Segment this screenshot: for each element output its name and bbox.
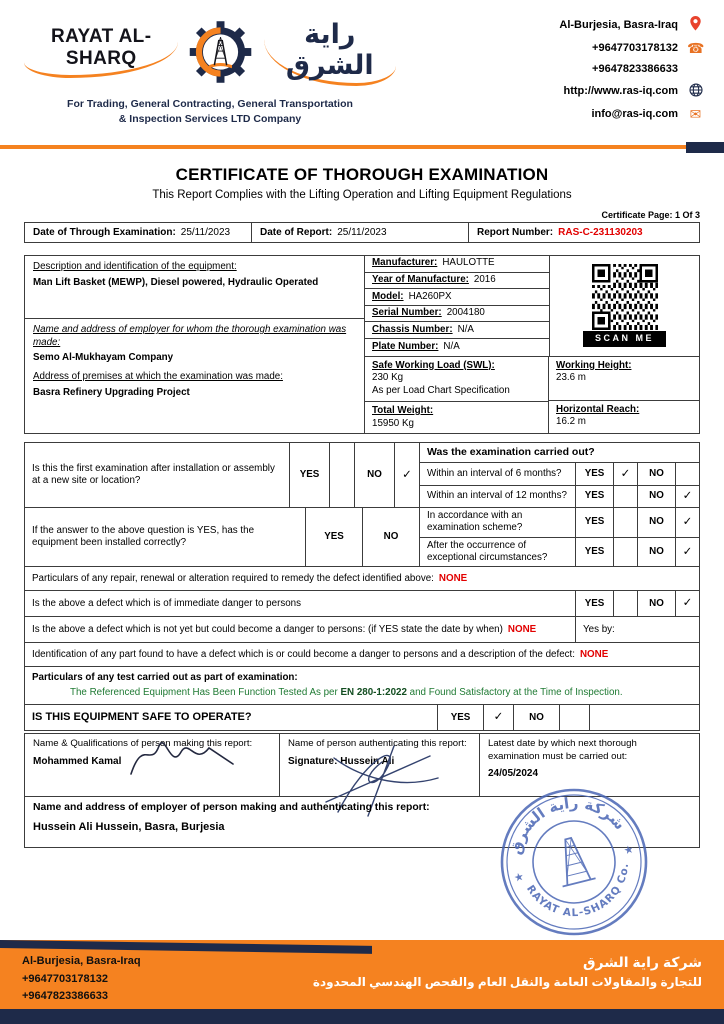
manufacturer-label: Manufacturer: — [372, 257, 438, 269]
chassis-label: Chassis Number: — [372, 323, 453, 335]
carried-out-header: Was the examination carried out? — [420, 443, 699, 463]
identification-row — [25, 642, 699, 666]
chassis-value: N/A — [457, 323, 474, 335]
tagline-line-2: & Inspection Services LTD Company — [118, 112, 302, 125]
test-particulars-row — [25, 666, 699, 704]
exceptional-label: After the occurrence of exceptional circumstances? — [427, 539, 548, 563]
footer-phone-2: +9647823386633 — [22, 990, 108, 1003]
immediate-yes-label: YES — [575, 591, 613, 616]
horizontal-reach-cell — [549, 401, 699, 434]
footer-phone-1: +9647703178132 — [22, 972, 108, 985]
globe-icon — [687, 83, 704, 99]
load-dimensions-grid — [365, 357, 699, 434]
phone-icon: ☎ — [687, 40, 705, 56]
phone-1-text: +9647703178132 — [592, 42, 678, 54]
qr-caption: SCAN ME — [583, 331, 666, 347]
repairs-value: NONE — [438, 572, 468, 584]
employer-value: Semo Al-Mukhayam Company — [33, 352, 174, 364]
test-particulars-cell — [25, 667, 699, 704]
serial-value: 2004180 — [446, 307, 485, 319]
serial-row — [365, 306, 549, 323]
employer-signoff-value: Hussein Ali Hussein, Basra, Burjesia — [33, 820, 225, 833]
immediate-danger-label — [25, 591, 575, 616]
working-height-label: Working Height: — [556, 359, 632, 371]
safe-to-operate-row — [25, 704, 699, 730]
first-examination-question — [25, 443, 289, 507]
exceptional-yes-tick — [613, 538, 637, 566]
immediate-danger-text: Is the above a defect which is of immediate danger to persons — [32, 597, 302, 609]
carried-out-block — [419, 443, 699, 507]
next-examination-label: Latest date by which next thorough examination must be carried out: — [488, 738, 637, 762]
immediate-no-tick: ✓ — [675, 591, 699, 616]
immediate-no-label: NO — [637, 591, 675, 616]
swl-cell — [365, 357, 548, 402]
first-examination-question-text: Is this the first examination after installation or assembly at a new site or location? — [32, 463, 275, 487]
equipment-details-grid — [365, 256, 699, 357]
scheme-no-tick: ✓ — [675, 508, 699, 536]
tagline-line-1: For Trading, General Contracting, General Transportation — [67, 98, 353, 110]
year-label: Year of Manufacture: — [372, 274, 469, 286]
equipment-right-column — [365, 256, 699, 433]
plate-value: N/A — [443, 340, 460, 352]
exam-date-label: Date of Through Examination: — [33, 227, 176, 238]
first-exam-no-label: NO — [354, 443, 394, 507]
report-date-label: Date of Report: — [260, 227, 333, 238]
identification-cell — [25, 643, 699, 666]
certificate-page-number: Certificate Page: 1 Of 3 — [601, 210, 700, 220]
repairs-row — [25, 566, 699, 590]
stamp-english-name: RAYAT AL-SHARQ Co. — [524, 862, 632, 920]
repairs-cell — [25, 567, 699, 590]
year-row — [365, 273, 549, 290]
safe-no-label: NO — [513, 705, 559, 730]
gear-derrick-logo-icon — [188, 16, 253, 88]
authenticator-name-line — [288, 755, 471, 768]
immediate-danger-row — [25, 590, 699, 616]
model-value: HA260PX — [408, 290, 452, 302]
examination-table — [24, 442, 700, 731]
contact-address — [559, 16, 704, 33]
divider-navy-block — [686, 142, 724, 153]
footer-company-arabic: شركة راية الشرق — [582, 954, 702, 970]
company-logo — [24, 10, 396, 140]
interval-12-row — [420, 486, 699, 507]
total-weight-label: Total Weight: — [372, 404, 434, 416]
scheme-yes-label: YES — [575, 508, 613, 536]
plate-label: Plate Number: — [372, 340, 439, 352]
certificate-subtitle: This Report Complies with the Lifting Operation and Lifting Equipment Regulations — [152, 189, 572, 201]
next-examination-date: 24/05/2024 — [488, 768, 539, 780]
safe-to-operate-label — [25, 705, 437, 730]
phone-2-text: +9647823386633 — [592, 63, 678, 75]
interval-6-label: Within an interval of 6 months? — [427, 467, 562, 479]
meta-table — [24, 222, 700, 243]
chassis-row — [365, 322, 549, 339]
contact-phone-1 — [592, 41, 704, 55]
identification-label: Identification of any part found to have a defect which is or could become a danger to persons and a description of the defect: — [32, 648, 575, 660]
year-value: 2016 — [473, 274, 496, 286]
safe-row-filler — [589, 705, 699, 730]
installed-correctly-question-text: If the answer to the above question is YES, has the equipment been installed correctly? — [32, 524, 255, 549]
certificate-title: CERTIFICATE OF THOROUGH EXAMINATION — [175, 165, 549, 184]
working-height-value: 23.6 m — [556, 372, 586, 384]
scheme-row — [420, 508, 699, 537]
interval-12-yes-tick — [613, 486, 637, 507]
qr-code — [592, 264, 658, 330]
report-date-cell — [251, 223, 468, 242]
future-danger-value: NONE — [507, 623, 537, 635]
interval-6-no-tick — [675, 463, 699, 484]
title-block — [0, 165, 724, 201]
safe-to-operate-text: IS THIS EQUIPMENT SAFE TO OPERATE? — [32, 710, 252, 723]
footer — [0, 940, 724, 1024]
footer-navy-bar — [0, 1009, 724, 1024]
immediate-yes-tick — [613, 591, 637, 616]
manufacturer-row — [365, 256, 549, 273]
premises-value: Basra Refinery Upgrading Project — [33, 386, 190, 398]
report-number-cell — [468, 223, 699, 242]
dimensions-column — [549, 357, 699, 434]
exceptional-no-label: NO — [637, 538, 675, 566]
load-column — [365, 357, 549, 434]
authenticator-cell — [279, 734, 479, 796]
total-weight-value: 15950 Kg — [372, 417, 414, 429]
contact-website — [564, 83, 705, 99]
contact-phone-2 — [592, 63, 704, 75]
scheme-exceptional-block — [419, 508, 699, 566]
company-name-english: RAYAT AL-SHARQ — [24, 26, 178, 78]
employer-signoff-label: Name and address of employer of person making and authenticating this report: — [33, 802, 430, 814]
plate-row — [365, 339, 549, 356]
equipment-block — [24, 255, 700, 434]
employer-label: Name and address of employer for whom the thorough examination was made: — [33, 324, 347, 348]
email-icon: ✉ — [689, 106, 702, 122]
logo-row — [24, 16, 396, 88]
first-exam-yes-tick — [329, 443, 354, 507]
company-name-arabic: راية الشرق — [264, 19, 396, 86]
interval-6-no-label: NO — [637, 463, 675, 484]
stamp-star-right: ★ — [622, 842, 636, 858]
future-danger-cell — [25, 617, 575, 642]
total-weight-cell — [365, 402, 548, 433]
maker-name: Mohammed Kamal — [33, 755, 122, 767]
interval-12-label: Within an interval of 12 months? — [427, 490, 567, 502]
stamp-derrick-icon — [552, 835, 596, 887]
model-row — [365, 289, 549, 306]
test-standard: EN 280-1:2022 — [340, 687, 407, 699]
footer-contact-block — [22, 953, 141, 1006]
swl-note: As per Load Chart Specification — [372, 385, 510, 397]
repairs-label: Particulars of any repair, renewal or alteration required to remedy the defect identified above: — [32, 572, 434, 584]
contact-email — [591, 107, 704, 121]
test-result-pre: The Referenced Equipment Has Been Function Tested As per — [70, 687, 341, 699]
equipment-description-section — [25, 256, 364, 319]
report-number-value: RAS-C-231130203 — [558, 227, 643, 238]
scheme-label: In accordance with an examination scheme? — [427, 510, 523, 534]
header-divider — [0, 142, 724, 153]
first-exam-yes-label: YES — [289, 443, 329, 507]
safe-yes-label: YES — [437, 705, 483, 730]
model-label: Model: — [372, 290, 404, 302]
exam-date-value: 25/11/2023 — [180, 227, 231, 238]
test-result-post: and Found Satisfactory at the Time of Inspection. — [406, 687, 623, 699]
footer-tagline-arabic: للتجارة والمقاولات العامة والنقل العام والفحص الهندسي المحدودة — [312, 975, 702, 990]
interval-12-yes-label: YES — [575, 486, 613, 507]
installed-correctly-question — [25, 508, 305, 566]
future-danger-row — [25, 616, 699, 642]
qr-cell — [549, 256, 699, 356]
website-text: http://www.ras-iq.com — [563, 85, 678, 97]
installed-correctly-row — [25, 507, 699, 566]
interval-6-yes-label: YES — [575, 463, 613, 484]
horizontal-reach-label: Horizontal Reach: — [556, 403, 640, 415]
report-date-value: 25/11/2023 — [337, 227, 387, 238]
maker-label: Name & Qualifications of person making this report: — [33, 738, 253, 750]
installed-no-label: NO — [362, 508, 419, 566]
description-value: Man Lift Basket (MEWP), Diesel powered, Hydraulic Operated — [33, 276, 319, 288]
address-text: Al-Burjesia, Basra-Iraq — [559, 18, 678, 31]
equipment-left-column — [25, 256, 365, 433]
company-tagline — [24, 97, 396, 126]
first-examination-row — [25, 443, 699, 507]
swl-label: Safe Working Load (SWL): — [372, 359, 495, 371]
exam-date-cell — [25, 223, 251, 242]
test-particulars-label: Particulars of any test carried out as part of examination: — [32, 671, 298, 683]
test-result-line — [32, 687, 623, 699]
safe-yes-tick: ✓ — [483, 705, 513, 730]
maker-cell — [25, 734, 279, 796]
first-exam-no-tick: ✓ — [394, 443, 419, 507]
header — [0, 0, 724, 140]
installed-yes-label: YES — [305, 508, 362, 566]
email-text: info@ras-iq.com — [591, 108, 678, 120]
description-label: Description and identification of the equipment: — [33, 261, 237, 272]
exceptional-row — [420, 538, 699, 566]
yes-by-label: Yes by: — [583, 623, 615, 635]
interval-12-no-label: NO — [637, 486, 675, 507]
stamp-star-left: ★ — [512, 869, 526, 885]
exceptional-yes-label: YES — [575, 538, 613, 566]
interval-6-row — [420, 463, 699, 485]
equipment-details — [365, 256, 549, 356]
serial-label: Serial Number: — [372, 307, 442, 319]
authenticator-label: Name of person authenticating this report: — [288, 738, 467, 750]
manufacturer-value: HAULOTTE — [442, 257, 495, 269]
employer-premises-section — [25, 319, 364, 433]
scheme-yes-tick — [613, 508, 637, 536]
interval-12-no-tick: ✓ — [675, 486, 699, 507]
future-danger-label: Is the above a defect which is not yet but could become a danger to persons: (if YES state the date by when) — [32, 623, 503, 635]
premises-label: Address of premises at which the examination was made: — [33, 371, 283, 383]
stamp-arabic-name: شركة راية الشرق — [506, 793, 629, 857]
scheme-no-label: NO — [637, 508, 675, 536]
report-number-label: Report Number: — [477, 227, 554, 238]
interval-6-yes-tick: ✓ — [613, 463, 637, 484]
authenticator-name: Hussein Ali — [340, 755, 395, 767]
swl-value: 230 Kg — [372, 372, 404, 384]
footer-address: Al-Burjesia, Basra-Iraq — [22, 955, 141, 967]
divider-orange-line — [0, 145, 724, 149]
exceptional-no-tick: ✓ — [675, 538, 699, 566]
signature-label: Signature: — [288, 755, 338, 767]
safe-no-tick — [559, 705, 589, 730]
horizontal-reach-value: 16.2 m — [556, 416, 586, 428]
identification-value: NONE — [579, 648, 609, 660]
footer-arabic-block — [313, 951, 702, 993]
working-height-cell — [549, 357, 699, 401]
yes-by-cell — [575, 617, 699, 642]
location-pin-icon — [687, 16, 704, 33]
contact-info — [559, 10, 704, 140]
